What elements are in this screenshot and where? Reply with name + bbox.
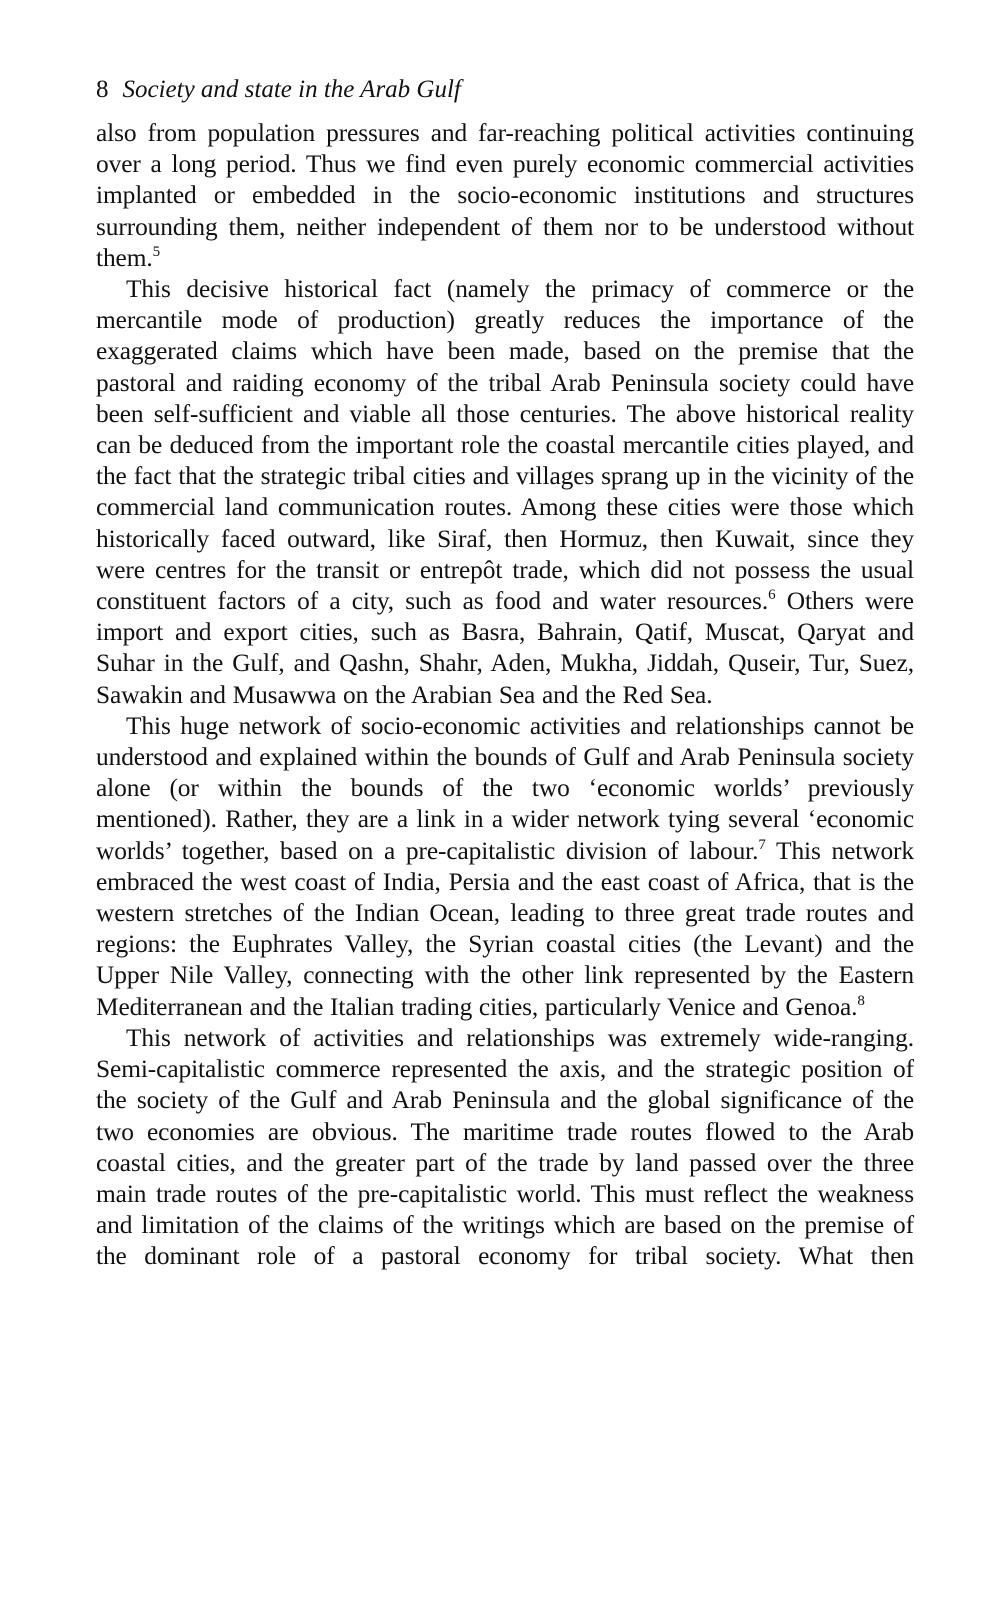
paragraph-text: This huge network of socio-economic activities and relationships cannot be understood and explained within the bounds of Gulf and Arab Peninsula society alone (or within the bounds of the two ‘economic worlds’ previously mentioned). Rather, they are a link in a wider network tying several ‘economic worlds’ together, based on a pre-capitalistic division of labour. [96, 711, 914, 865]
paragraph [96, 274, 914, 711]
book-page [96, 70, 914, 1273]
footnote-marker: 8 [857, 992, 865, 1009]
footnote-marker: 5 [152, 243, 161, 260]
paragraph-text: also from population pressures and far-reaching political activities continuing over a long period. Thus we find even purely economic commercial activities implanted or embedded in the socio-economic institutions and structures surrounding them, neither independent of them nor to be understood without them. [96, 119, 914, 272]
paragraph [96, 1023, 914, 1273]
paragraph-text: This network embraced the west coast of India, Persia and the east coast of Africa, that is the western stretches of the Indian Ocean, leading to three great trade routes and regions: the Euphrates Valley, the Syrian coastal cities (the Levant) and the Upper Nile Valley, connecting with the other link represented by the Eastern Mediterranean and the Italian trading cities, particularly Venice and Genoa. [96, 836, 915, 1021]
body-text [96, 118, 914, 1273]
paragraph [96, 711, 914, 1023]
paragraph-text: Others were import and export cities, such as Basra, Bahrain, Qatif, Muscat, Qaryat and Suhar in the Gulf, and Qashn, Shahr, Aden, Mukha, Jiddah, Quseir, Tur, Suez, Sawakin and Musawwa on the Arabian Sea and the Red Sea. [96, 587, 914, 709]
footnote-marker: 7 [758, 836, 766, 853]
footnote-marker: 6 [768, 587, 776, 604]
page-number: 8 [96, 76, 109, 103]
running-title: Society and state in the Arab Gulf [122, 76, 461, 103]
paragraph-text: This network of activities and relationships was extremely wide-ranging. Semi-capitalistic commerce represented the axis, and the strategic position of the society of the Gulf and Arab Peninsula and the global significance of the two economies are obvious. The maritime trade routes flowed to the Arab coastal cities, and the greater part of the trade by land passed over the three main trade routes of the pre-capitalistic world. This must reflect the weakness and limitation of the claims of the writings which are based on the premise of the dominant role of a pastoral economy for tribal society. What then [96, 1023, 914, 1271]
paragraph [96, 118, 914, 274]
running-head [96, 70, 914, 110]
paragraph-text: This decisive historical fact (namely the primacy of commerce or the mercantile mode of production) greatly reduces the importance of the exaggerated claims which have been made, based on the premise that the pastoral and raiding economy of the tribal Arab Peninsula society could have been self-sufficient and viable all those centuries. The above historical reality can be deduced from the important role the coastal mercantile cities played, and the fact that the strategic tribal cities and villages sprang up in the vicinity of the commercial land communication routes. Among these cities were those which historically faced outward, like Siraf, then Hormuz, then Kuwait, since they were centres for the transit or entrepôt trade, which did not possess the usual constituent factors of a city, such as food and water resources. [96, 275, 914, 616]
